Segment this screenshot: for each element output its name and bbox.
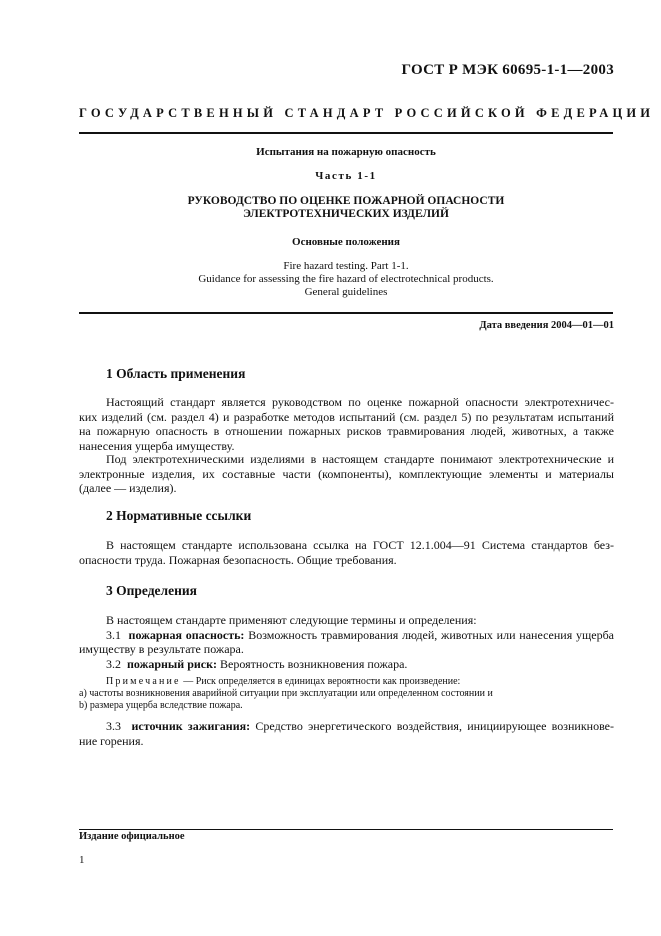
document-title: Испытания на пожарную опасность — [256, 146, 436, 158]
definition-term: источник зажигания: — [131, 719, 251, 733]
definition-3-1-continued: имуществу в результате пожара. — [79, 642, 244, 657]
definition-3-3-block — [79, 719, 614, 748]
text-line: Настоящий стандарт является руководством по оценке пожарной опасности электротехничес- — [106, 395, 614, 409]
text-line: электронные изделия, их составные части (компоненты), комплектующие элементы и материалы — [79, 466, 614, 481]
definition-number: 3.1 — [106, 627, 121, 642]
note-text: — Риск определяется в единицах вероятности как произведение: — [183, 676, 461, 687]
title-divider — [79, 312, 613, 314]
top-divider — [79, 132, 613, 134]
note-line — [79, 676, 614, 688]
note-label: Примечание — [106, 676, 181, 687]
main-title-line: РУКОВОДСТВО ПО ОЦЕНКЕ ПОЖАРНОЙ ОПАСНОСТИ — [187, 195, 505, 207]
section-2-heading: 2 Нормативные ссылки — [106, 508, 252, 523]
section-3-heading: 3 Определения — [106, 583, 197, 598]
definition-text: Вероятность возникновения пожара. — [220, 656, 408, 671]
main-title-line: ЭЛЕКТРОТЕХНИЧЕСКИХ ИЗДЕЛИЙ — [243, 208, 449, 220]
official-edition-label: Издание официальное — [79, 831, 185, 842]
page-number: 1 — [79, 854, 85, 866]
definition-number: 3.2 — [106, 656, 121, 671]
text-line: Под электротехническими изделиями в настоящем стандарте понимают электротехнические и — [106, 452, 614, 466]
text-line: (далее — изделия). — [79, 481, 177, 496]
footer-divider — [79, 829, 613, 830]
section-1-heading: 1 Область применения — [106, 366, 246, 381]
section-1-paragraph-2 — [79, 452, 614, 496]
section-1-paragraph-1 — [79, 395, 614, 453]
section-3-body — [79, 613, 614, 671]
state-standard-banner: ГОСУДАРСТВЕННЫЙ СТАНДАРТ РОССИЙСКОЙ ФЕДЕРАЦИИ — [79, 106, 655, 120]
definition-3-3-continued: ние горения. — [79, 733, 144, 748]
text-line: В настоящем стандарте использована ссылка на ГОСТ 12.1.004—91 Система стандартов без- — [106, 538, 614, 552]
definition-number: 3.3 — [106, 719, 121, 733]
text-line: ких изделий (см. раздел 4) и разработке методов испытаний (см. раздел 5) по результатам испытаний — [79, 409, 614, 424]
subtitle: Основные положения — [292, 236, 400, 248]
english-title — [79, 260, 613, 299]
definition-3-3 — [79, 719, 614, 734]
note-block — [79, 676, 614, 712]
text-line: на пожарную опасность в отношении пожарных рисков травмирования людей, животных, а также — [79, 424, 614, 439]
part-label: Часть 1-1 — [315, 170, 377, 182]
definition-3-1 — [79, 628, 614, 643]
text-line: опасности труда. Пожарная безопасность. Общие требования. — [79, 552, 397, 567]
standard-code: ГОСТ Р МЭК 60695-1-1—2003 — [401, 62, 614, 78]
note-item-a: a) частоты возникновения аварийной ситуации при эксплуатации или определенном состоянии и — [79, 688, 493, 699]
english-title-line: Fire hazard testing. Part 1-1. — [283, 260, 409, 272]
text-line: нанесения ущерба имуществу. — [79, 438, 235, 453]
definition-3-2 — [79, 657, 614, 672]
definition-text: Возможность травмирования людей, животных или нанесения ущерба — [248, 627, 615, 642]
section-2-paragraph — [79, 538, 614, 567]
definition-term: пожарный риск: — [127, 656, 218, 671]
definitions-intro: В настоящем стандарте применяют следующие термины и определения: — [106, 613, 477, 627]
english-title-line: Guidance for assessing the fire hazard of electrotechnical products. — [198, 273, 494, 285]
definition-text: Средство энергетического воздействия, инициирующее возникнове- — [255, 719, 615, 733]
english-title-line: General guidelines — [304, 286, 388, 298]
introduction-date: Дата введения 2004—01—01 — [479, 320, 614, 331]
note-item-b: b) размера ущерба вследствие пожара. — [79, 700, 243, 711]
main-title — [79, 195, 613, 221]
definition-term: пожарная опасность: — [128, 627, 245, 642]
